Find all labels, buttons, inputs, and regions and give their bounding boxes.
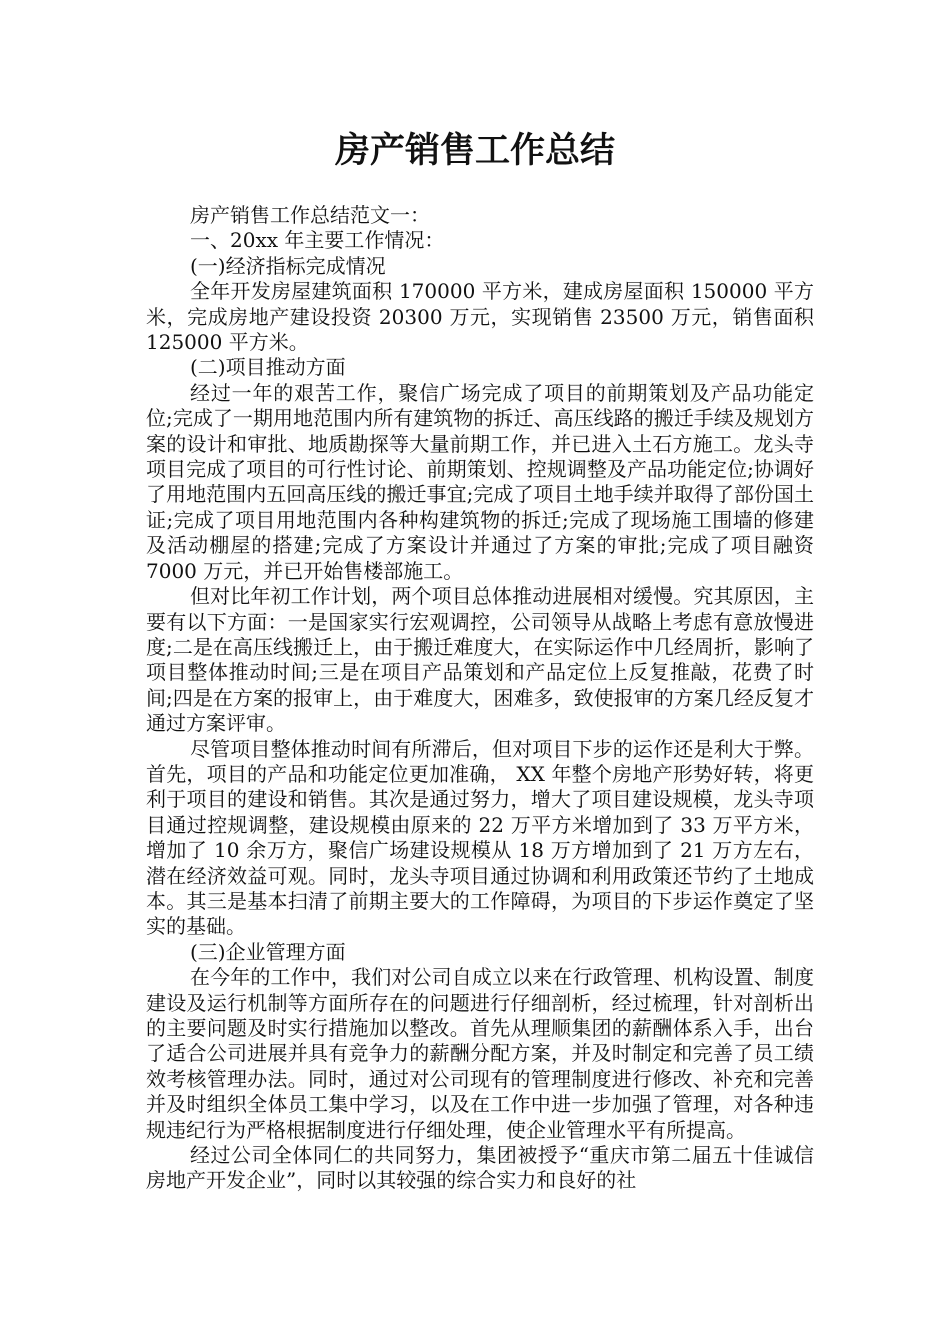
paragraph: 经过公司全体同仁的共同努力，集团被授予“重庆市第二届五十佳诚信房地产开发企业”，同时以其较强的综合实力和良好的社 (146, 1143, 814, 1193)
subsection-heading: (三)企业管理方面 (190, 939, 346, 964)
paragraph: 经过一年的艰苦工作，聚信广场完成了项目的前期策划及产品功能定位;完成了一期用地范围内所有建筑物的拆迁、高压线路的搬迁手续及规划方案的设计和审批、地质勘探等大量前期工作，并已进入土石方施工。龙头寺项目完成了项目的可行性讨论、前期策划、控规调整及产品功能定位;协调好了用地范围内五回高压线的搬迁事宜;完成了项目土地手续并取得了部份国土证;完成了项目用地范围内各种构建筑物的拆迁;完成了现场施工围墙的修建及活动棚屋的搭建;完成了方案设计并通过了方案的审批;完成了项目融资 7000 万元，并已开始售楼部施工。 (146, 380, 814, 583)
document-title: 房产销售工作总结 (334, 131, 615, 171)
document-body (146, 203, 814, 1194)
subsection-heading: (二)项目推动方面 (190, 355, 346, 380)
paragraph: 尽管项目整体推动时间有所滞后，但对项目下步的运作还是利大于弊。首先，项目的产品和功能定位更加准确， XX 年整个房地产形势好转，将更利于项目的建设和销售。其次是通过努力，增大了项目建设规模，龙头寺项目通过控规调整，建设规模由原来的 22 万平方米增加到了 33 万平方米，增加了 10 余万方，聚信广场建设规模从 18 万方增加到了 21 万方左右，潜在经济效益可观。同时，龙头寺项目通过协调和利用政策还节约了土地成本。其三是基本扫清了前期主要大的工作障碍，为项目的下步运作奠定了坚实的基础。 (146, 736, 814, 939)
subsection-heading: (一)经济指标完成情况 (190, 253, 386, 278)
paragraph: 房产销售工作总结范文一： (190, 203, 430, 227)
paragraph: 在今年的工作中，我们对公司自成立以来在行政管理、机构设置、制度建设及运行机制等方面所存在的问题进行仔细剖析，经过梳理，针对剖析出的主要问题及时实行措施加以整改。首先从理顺集团的薪酬体系入手，出台了适合公司进展并具有竞争力的薪酬分配方案，并及时制定和完善了员工绩效考核管理办法。同时，通过对公司现有的管理制度进行修改、补充和完善并及时组织全体员工集中学习，以及在工作中进一步加强了管理，对各种违规违纪行为严格根据制度进行仔细处理，使企业管理水平有所提高。 (146, 965, 814, 1142)
section-heading: 一、20xx 年主要工作情况： (190, 228, 445, 253)
paragraph: 但对比年初工作计划，两个项目总体推动进展相对缓慢。究其原因，主要有以下方面：一是国家实行宏观调控，公司领导从战略上考虑有意放慢进度;二是在高压线搬迁上，由于搬迁难度大，在实际运作中几经周折，影响了项目整体推动时间;三是在项目产品策划和产品定位上反复推敲，花费了时间;四是在方案的报审上，由于难度大，困难多，致使报审的方案几经反复才通过方案评审。 (146, 584, 814, 736)
paragraph: 全年开发房屋建筑面积 170000 平方米，建成房屋面积 150000 平方米，完成房地产建设投资 20300 万元，实现销售 23500 万元，销售面积 125000 平方米。 (146, 279, 814, 355)
